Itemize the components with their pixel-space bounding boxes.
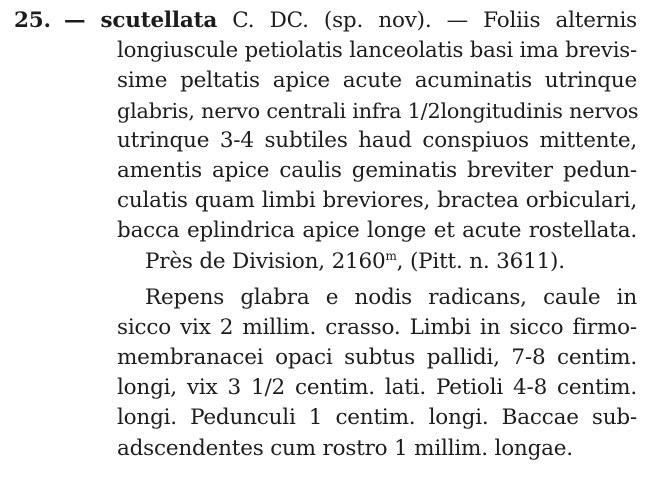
entry-dash: —: [64, 8, 86, 33]
description-line: longiuscule petiolatis lanceolatis basi ima brevis-: [117, 38, 637, 63]
notes-line: longi. Pedunculi 1 centim. longi. Baccae sub-: [117, 405, 637, 430]
notes-line: membranacei opaci subtus pallidi, 7-8 centim.: [117, 345, 637, 370]
notes-line: longi, vix 3 1/2 centim. lati. Petioli 4-8 centim.: [117, 375, 637, 400]
notes-line: Repens glabra e nodis radicans, caule in: [145, 285, 637, 310]
description-line: utrinque 3-4 subtiles haud conspiuos mittente,: [117, 128, 637, 153]
locality-suffix: , (Pitt. n. 3611).: [396, 249, 565, 274]
notes-line: adscendentes cum rostro 1 millim. longae.: [117, 436, 573, 461]
description-line: amentis apice caulis geminatis breviter pedun-: [117, 158, 637, 183]
entry-number: 25.: [14, 8, 51, 33]
description-line: sime peltatis apice acute acuminatis utrinque: [117, 68, 637, 93]
locality-line: [145, 247, 637, 277]
description-line: culatis quam limbi breviores, bractea orbiculari,: [117, 188, 637, 213]
entry-heading-line: [64, 6, 637, 36]
description-line: glabris, nervo centrali infra 1/2longitudinis nervos: [117, 99, 639, 123]
species-name: scutellata: [100, 8, 218, 33]
description-line: bacca eplindrica apice longe et acute rostellata.: [117, 218, 637, 243]
notes-line: sicco vix 2 millim. crasso. Limbi in sicco firmo-: [117, 315, 637, 340]
locality-unit: m: [385, 248, 397, 263]
locality-altitude: 2160: [331, 249, 386, 274]
locality-prefix: Près de Division,: [145, 249, 332, 274]
species-author: C. DC. (sp. nov). — Foliis alternis: [232, 8, 637, 33]
